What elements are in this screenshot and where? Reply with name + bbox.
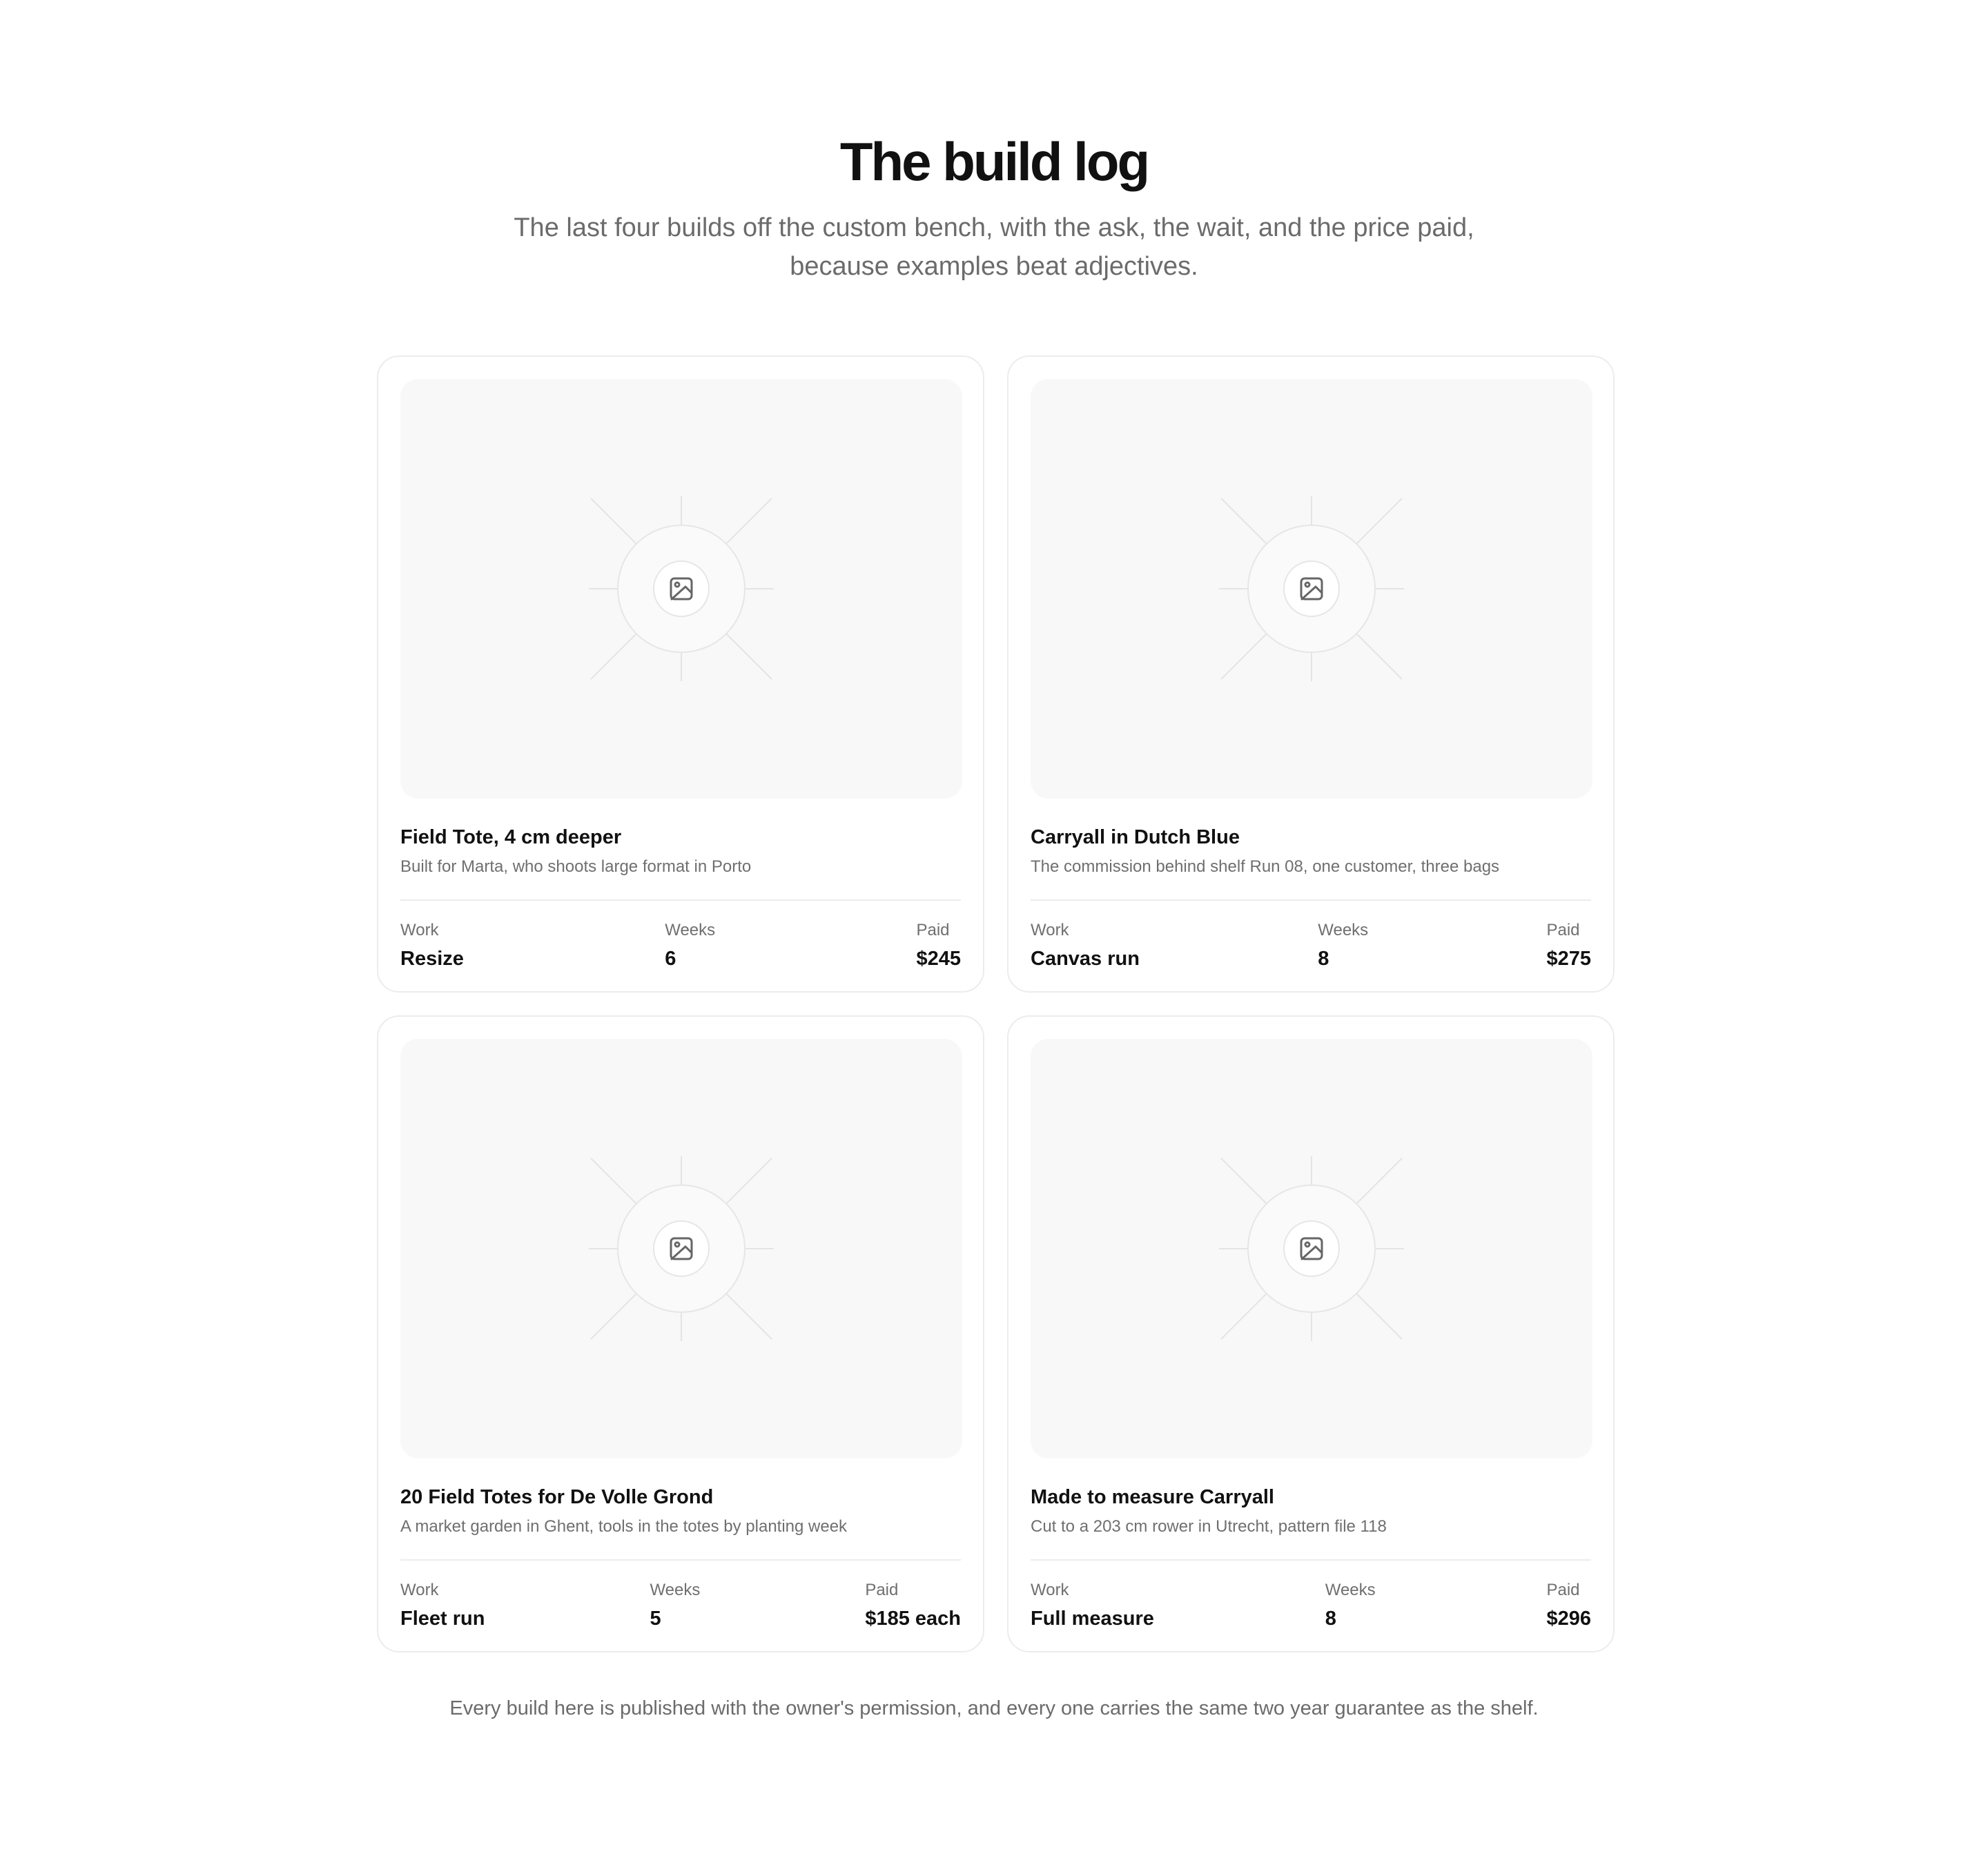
build-card: [377, 1015, 984, 1652]
image-placeholder: [400, 1039, 962, 1458]
build-description: Built for Marta, who shoots large format in Porto: [400, 857, 752, 876]
build-description: Cut to a 203 cm rower in Utrecht, pattern file 118: [1031, 1517, 1387, 1536]
work-label: Work: [1031, 1581, 1069, 1599]
work-stat: [1031, 919, 1140, 973]
page-title: The build log: [839, 131, 1149, 192]
paid-value: $296: [1546, 1608, 1591, 1630]
build-title: Carryall in Dutch Blue: [1031, 826, 1240, 848]
weeks-value: 8: [1325, 1608, 1336, 1630]
build-stats: [400, 1579, 961, 1632]
work-stat: [400, 919, 464, 973]
paid-stat: [865, 1579, 961, 1632]
image-placeholder: [1031, 379, 1592, 799]
weeks-stat: [650, 1579, 700, 1632]
paid-stat: [1546, 1579, 1591, 1632]
build-title: Made to measure Carryall: [1031, 1486, 1274, 1508]
paid-value: $275: [1546, 948, 1591, 970]
weeks-stat: [1325, 1579, 1376, 1632]
weeks-label: Weeks: [650, 1581, 701, 1599]
build-card: [377, 355, 984, 993]
build-card: [1007, 1015, 1615, 1652]
weeks-stat: [1318, 919, 1368, 973]
paid-stat: [1546, 919, 1591, 973]
build-description: The commission behind shelf Run 08, one customer, three bags: [1031, 857, 1500, 876]
build-title: Field Tote, 4 cm deeper: [400, 826, 622, 848]
build-stats: [400, 919, 961, 973]
build-title: 20 Field Totes for De Volle Grond: [400, 1486, 714, 1508]
image-placeholder: [1031, 1039, 1592, 1458]
work-value: Canvas run: [1031, 948, 1140, 970]
build-description: A market garden in Ghent, tools in the totes by planting week: [400, 1517, 848, 1536]
weeks-value: 6: [665, 948, 676, 970]
paid-label: Paid: [865, 1581, 899, 1599]
page-subtitle: The last four builds off the custom bench, with the ask, the wait, and the price paid, because examples beat adjectives.: [514, 213, 1474, 281]
weeks-stat: [665, 919, 715, 973]
section-header: [0, 128, 1988, 286]
work-value: Fleet run: [400, 1608, 485, 1630]
weeks-label: Weeks: [1325, 1581, 1376, 1599]
paid-stat: [916, 919, 961, 973]
weeks-label: Weeks: [1318, 921, 1369, 939]
weeks-value: 8: [1318, 948, 1329, 970]
work-value: Full measure: [1031, 1608, 1154, 1630]
work-value: Resize: [400, 948, 464, 970]
image-placeholder: [400, 379, 962, 799]
build-stats: [1031, 919, 1591, 973]
work-stat: [1031, 1579, 1154, 1632]
divider: [400, 1559, 961, 1561]
work-label: Work: [400, 1581, 439, 1599]
paid-label: Paid: [1546, 921, 1580, 939]
paid-label: Paid: [1546, 1581, 1580, 1599]
divider: [1031, 899, 1591, 901]
paid-value: $185 each: [865, 1608, 961, 1630]
divider: [400, 899, 961, 901]
image-placeholder-graphic: [1031, 379, 1592, 799]
paid-value: $245: [916, 948, 961, 970]
work-label: Work: [400, 921, 439, 939]
work-stat: [400, 1579, 485, 1632]
weeks-value: 5: [650, 1608, 661, 1630]
footer-note: Every build here is published with the owner's permission, and every one carries the same two year guarantee as the shelf.: [449, 1697, 1539, 1719]
builds-grid: [377, 355, 1614, 1652]
paid-label: Paid: [916, 921, 950, 939]
weeks-label: Weeks: [665, 921, 716, 939]
work-label: Work: [1031, 921, 1069, 939]
image-placeholder-graphic: [1031, 1039, 1592, 1458]
divider: [1031, 1559, 1591, 1561]
build-stats: [1031, 1579, 1591, 1632]
image-placeholder-graphic: [400, 379, 962, 799]
image-placeholder-graphic: [400, 1039, 962, 1458]
build-card: [1007, 355, 1615, 993]
